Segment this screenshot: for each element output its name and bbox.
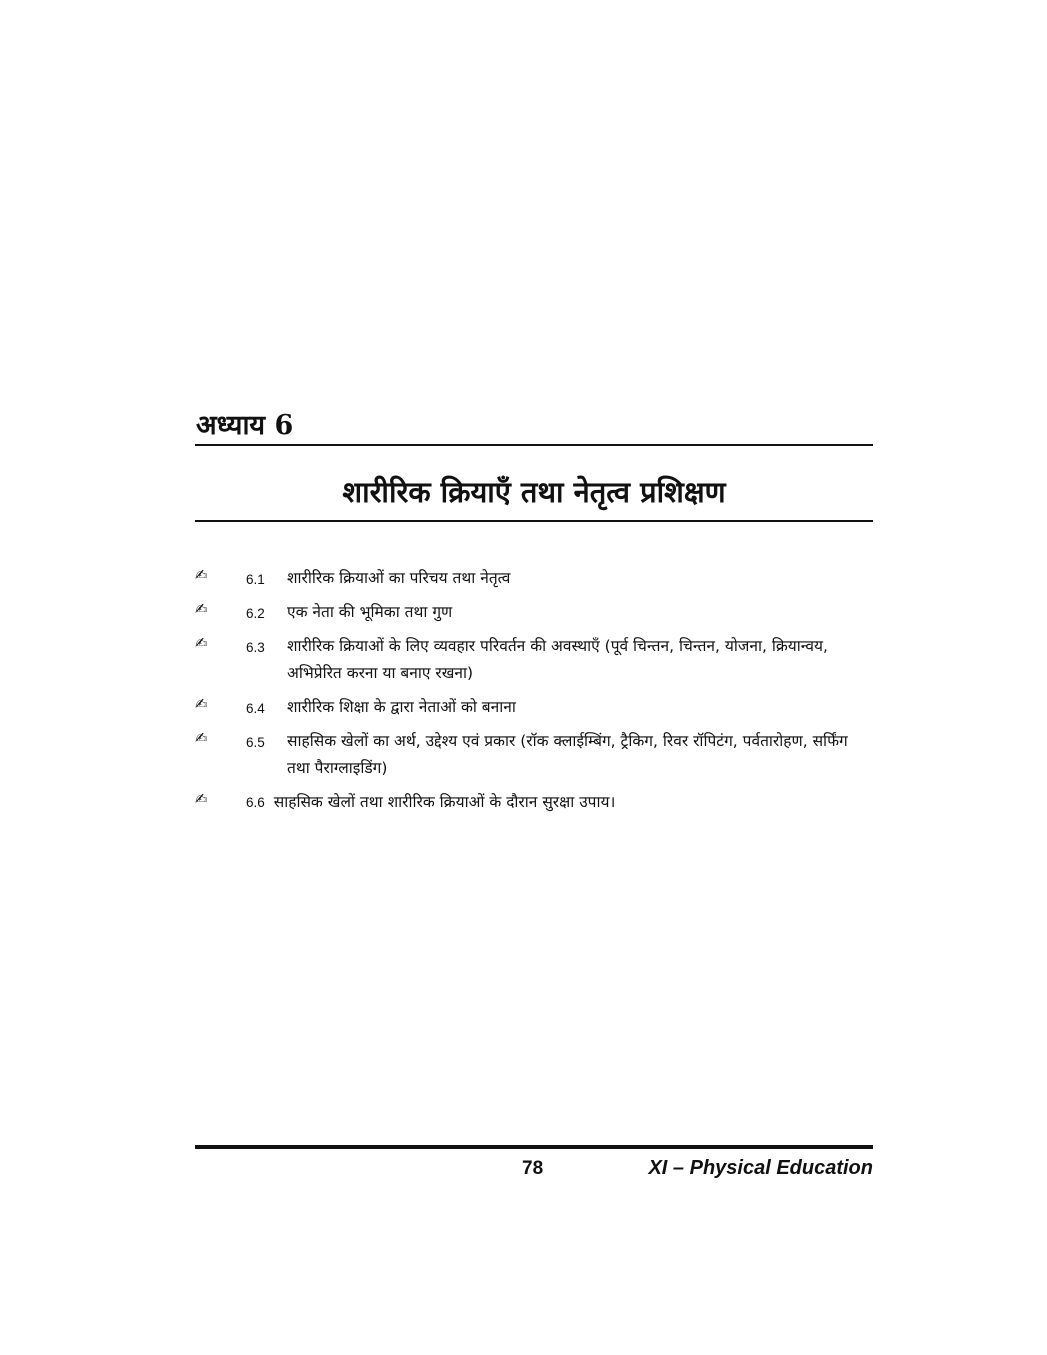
topic-number: 6.1 [246,572,265,587]
footer-rule [195,1145,873,1149]
topic-number: 6.4 [246,701,265,716]
topic-item-6-2 [195,599,873,626]
topic-text: साहसिक खेलों तथा शारीरिक क्रियाओं के दौरान सुरक्षा उपाय। [273,793,616,811]
writing-hand-icon: ✍ [195,600,208,618]
topic-text: एक नेता की भूमिका तथा गुण [287,603,453,621]
book-title: XI – Physical Education [648,1157,873,1179]
chapter-label: अध्याय 6 [196,410,294,441]
topic-number: 6.2 [246,606,265,621]
writing-hand-icon: ✍ [195,790,208,808]
topic-item-6-5 [195,728,873,782]
writing-hand-icon: ✍ [195,634,208,652]
page-number: 78 [522,1158,544,1179]
header-rule-bottom [195,520,873,522]
writing-hand-icon: ✍ [195,695,208,713]
topic-item-6-3 [195,633,873,687]
topic-number: 6.6 [246,795,265,810]
topic-item-6-1 [195,565,873,592]
chapter-title: शारीरिक क्रियाएँ तथा नेतृत्व प्रशिक्षण [342,475,726,509]
writing-hand-icon: ✍ [195,566,208,584]
topic-text: शारीरिक शिक्षा के द्वारा नेताओं को बनाना [287,698,516,716]
writing-hand-icon: ✍ [195,729,208,747]
topic-text: शारीरिक क्रियाओं का परिचय तथा नेतृत्व [287,569,511,587]
header-rule-top [195,444,873,446]
topic-number: 6.5 [246,735,265,750]
topic-item-6-4 [195,694,873,721]
topic-list [195,565,873,823]
topic-text: शारीरिक क्रियाओं के लिए व्यवहार परिवर्तन की अवस्थाएँ (पूर्व चिन्तन, चिन्तन, योजना, क्रियान्वय, अभिप्रेरित करना या बनाए रखना) [287,637,828,682]
topic-text: साहसिक खेलों का अर्थ, उद्देश्य एवं प्रकार (रॉक क्लाईम्बिंग, ट्रैकिग, रिवर रॉपिटंग, पर्वतारोहण, सर्फिंग तथा पैराग्लाइडिंग) [287,732,848,777]
topic-number: 6.3 [246,640,265,655]
topic-item-6-6 [195,789,873,816]
